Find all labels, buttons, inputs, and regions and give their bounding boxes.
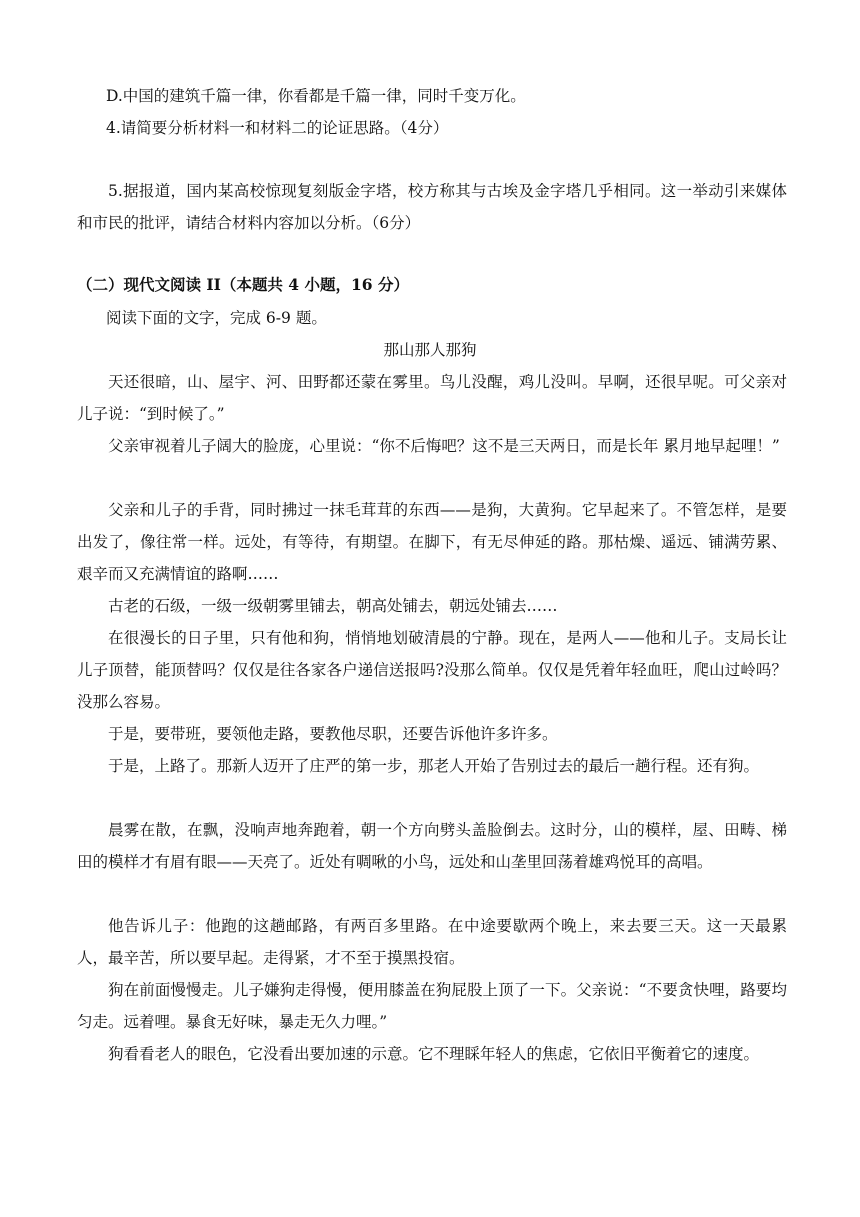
story-paragraph: 于是，要带班，要领他走路，要教他尽职，还要告诉他许多许多。 xyxy=(108,725,558,743)
story-paragraph: 天还很暗，山、屋宇、河、田野都还蒙在雾里。鸟儿没醒，鸡儿没叫。早啊，还很早呢。可父亲对儿子说：“到时候了。” xyxy=(77,373,787,423)
story-title: 那山那人那狗 xyxy=(383,341,477,359)
story-paragraph: 父亲审视着儿子阔大的脸庞，心里说：“你不后悔吧？这不是三天两日，而是长年 累月地早起哩！” xyxy=(108,437,780,455)
story-paragraph: 狗在前面慢慢走。儿子嫌狗走得慢，便用膝盖在狗屁股上顶了一下。父亲说：“不要贪快哩，路要均匀走。远着哩。暴食无好味，暴走无久力哩。” xyxy=(77,981,787,1031)
story-paragraph: 狗看看老人的眼色，它没看出要加速的示意。它不理睬年轻人的焦虑，它依旧平衡着它的速度。 xyxy=(108,1045,760,1063)
story-paragraph: 在很漫长的日子里，只有他和狗，悄悄地划破清晨的宁静。现在，是两人——他和儿子。支局长让儿子顶替，能顶替吗？仅仅是往各家各户递信送报吗?没那么简单。仅仅是凭着年轻血旺，爬山过岭吗？没那么容易。 xyxy=(77,629,787,711)
story-paragraph: 晨雾在散，在飘，没响声地奔跑着，朝一个方向劈头盖脸倒去。这时分，山的模样，屋、田畴、梯田的模样才有眉有眼——天亮了。近处有啁啾的小鸟，远处和山垄里回荡着雄鸡悦耳的高唱。 xyxy=(77,821,787,871)
reading-instruction: 阅读下面的文字，完成 6-9 题。 xyxy=(106,309,327,327)
question-3-option-d: D.中国的建筑千篇一律，你看都是千篇一律，同时千变万化。 xyxy=(106,87,526,105)
story-paragraph: 父亲和儿子的手背，同时拂过一抹毛茸茸的东西——是狗，大黄狗。它早起来了。不管怎样，是要出发了，像往常一样。远处，有等待，有期望。在脚下，有无尽伸延的路。那枯燥、遥远、铺满劳累、艰辛而又充满情谊的路啊…… xyxy=(77,501,787,583)
story-paragraph: 古老的石级，一级一级朝雾里铺去，朝高处铺去，朝远处铺去…… xyxy=(108,597,558,615)
section-heading: （二）现代文阅读 II（本题共 4 小题，16 分） xyxy=(77,275,409,294)
story-paragraph: 他告诉儿子：他跑的这趟邮路，有两百多里路。在中途要歇两个晚上，来去要三天。这一天最累人，最辛苦，所以要早起。走得紧，才不至于摸黑投宿。 xyxy=(77,917,787,967)
question-5: 5.据报道，国内某高校惊现复刻版金字塔，校方称其与古埃及金字塔几乎相同。这一举动引来媒体和市民的批评，请结合材料内容加以分析。（6分） xyxy=(77,182,787,232)
question-4: 4.请简要分析材料一和材料二的论证思路。（4分） xyxy=(106,119,449,137)
story-paragraph: 于是，上路了。那新人迈开了庄严的第一步，那老人开始了告别过去的最后一趟行程。还有狗。 xyxy=(108,757,760,775)
